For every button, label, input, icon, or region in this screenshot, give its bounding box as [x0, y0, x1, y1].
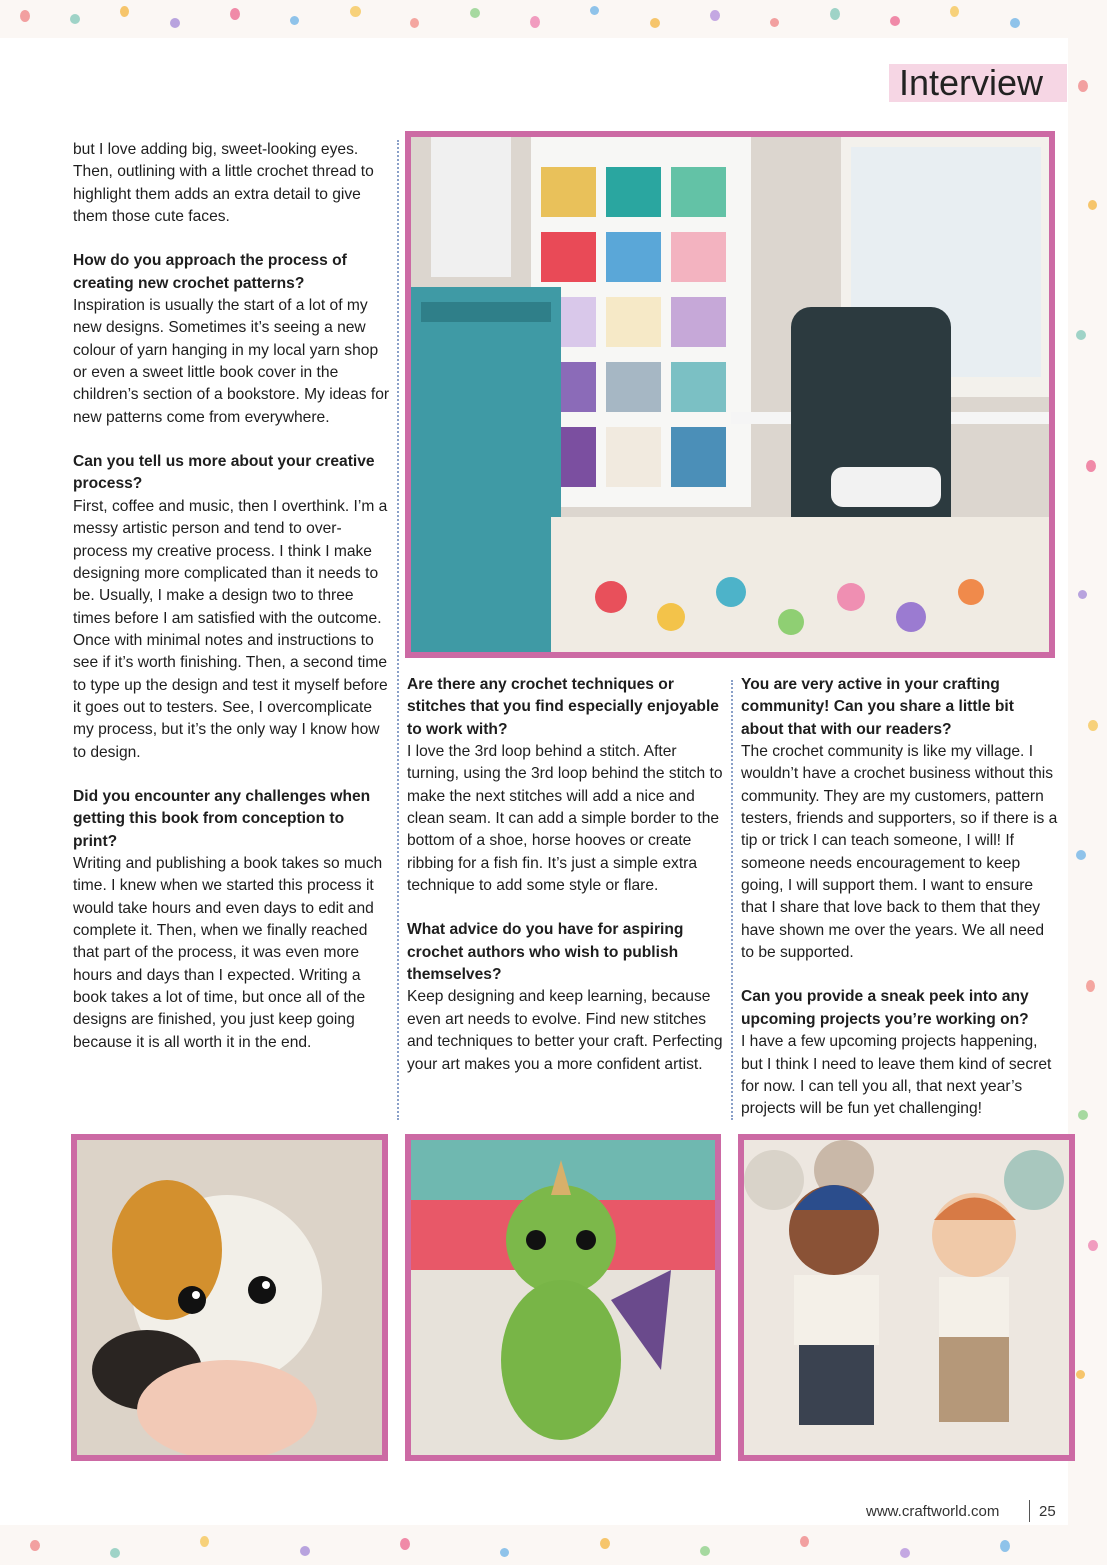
crochet-dragon-photo: [405, 1134, 721, 1461]
question-text: Can you provide a sneak peek into any upcoming projects you’re working on?: [741, 988, 1029, 1028]
article-column-2: [407, 674, 725, 1098]
footer-url: www.craftworld.com: [866, 1503, 1000, 1520]
question-text: Are there any crochet techniques or stitches that you find especially enjoyable to work with?: [407, 676, 719, 738]
qa-block: [407, 919, 725, 1075]
qa-block: [741, 986, 1059, 1120]
article-column-1: [73, 139, 391, 1076]
crochet-cat-photo: [71, 1134, 388, 1461]
question-text: What advice do you have for aspiring crochet authors who wish to publish themselves?: [407, 921, 684, 984]
answer-text: Keep designing and keep learning, because even art needs to evolve. Find new stitches and techniques to better your craft. Perfecting your art makes you a more confident artist.: [407, 988, 723, 1073]
qa-block: [73, 250, 391, 429]
article-column-3: [741, 674, 1059, 1143]
answer-text: I have a few upcoming projects happening, but I think I need to leave them kind of secret for now. I can tell you all, that next year’s projects will be fun yet challenging!: [741, 1033, 1052, 1118]
answer-text: First, coffee and music, then I overthink. I’m a messy artistic person and tend to over-process my creative process. I think I make designing more complicated than it needs to be. Usually, I make a design two to three times before I am satisfied with the outcome. Once with minimal notes and instructions to see if it’s worth finishing. Then, a second time to type up the design and test it myself before it goes out to testers. See, I overcomplicate my process, but it’s the only way I know how to design.: [73, 497, 388, 761]
section-tag: Interview: [889, 64, 1067, 102]
qa-block: [73, 786, 391, 1054]
question-text: Can you tell us more about your creative process?: [73, 453, 375, 493]
qa-block: [73, 451, 391, 764]
answer-block: [73, 139, 391, 228]
craft-room-photo: [405, 131, 1055, 658]
crochet-dolls-photo: [738, 1134, 1075, 1461]
column-divider: [397, 140, 399, 1120]
answer-text: Writing and publishing a book takes so much time. I knew when we started this process it would take hours and even days to edit and complete it. Then, when we finally reached that part of the process, it was even more hours and days than I expected. Writing a book takes a lot of time, but once all of the designs are finished, you just keep going because it is all worth it in the end.: [73, 854, 383, 1051]
question-text: You are very active in your crafting community! Can you share a little bit about that with our readers?: [741, 676, 1014, 738]
qa-block: [741, 674, 1059, 964]
column-divider: [731, 680, 733, 1120]
question-text: How do you approach the process of creating new crochet patterns?: [73, 252, 347, 292]
footer-divider: [1029, 1500, 1030, 1522]
qa-block: [407, 674, 725, 897]
page-number: 25: [1039, 1503, 1056, 1520]
answer-text: I love the 3rd loop behind a stitch. After turning, using the 3rd loop behind the stitch to make the next stitches will add a nice and clean seam. It can add a simple border to the bottom of a shoe, horse hooves or create ribbing for a fish fin. It’s just a simple extra technique to add some style or flare.: [407, 743, 723, 895]
answer-text: but I love adding big, sweet-looking eyes. Then, outlining with a little crochet thread to highlight them adds an extra detail to give them those cute faces.: [73, 141, 374, 226]
question-text: Did you encounter any challenges when getting this book from conception to print?: [73, 787, 371, 850]
answer-text: The crochet community is like my village. I wouldn’t have a crochet business without this community. They are my customers, pattern testers, friends and supporters, so if there is a tip or trick I can teach someone, I will! If someone needs encouragement to keep going, I will support them. I want to ensure that I share that love back to them that they have shown me over the years. We all need to be supported.: [741, 743, 1058, 962]
answer-text: Inspiration is usually the start of a lot of my new designs. Sometimes it’s seeing a new colour of yarn hanging in my local yarn shop or even a sweet little book cover in the children’s section of a bookstore. My ideas for new patterns come from everywhere.: [73, 297, 390, 426]
